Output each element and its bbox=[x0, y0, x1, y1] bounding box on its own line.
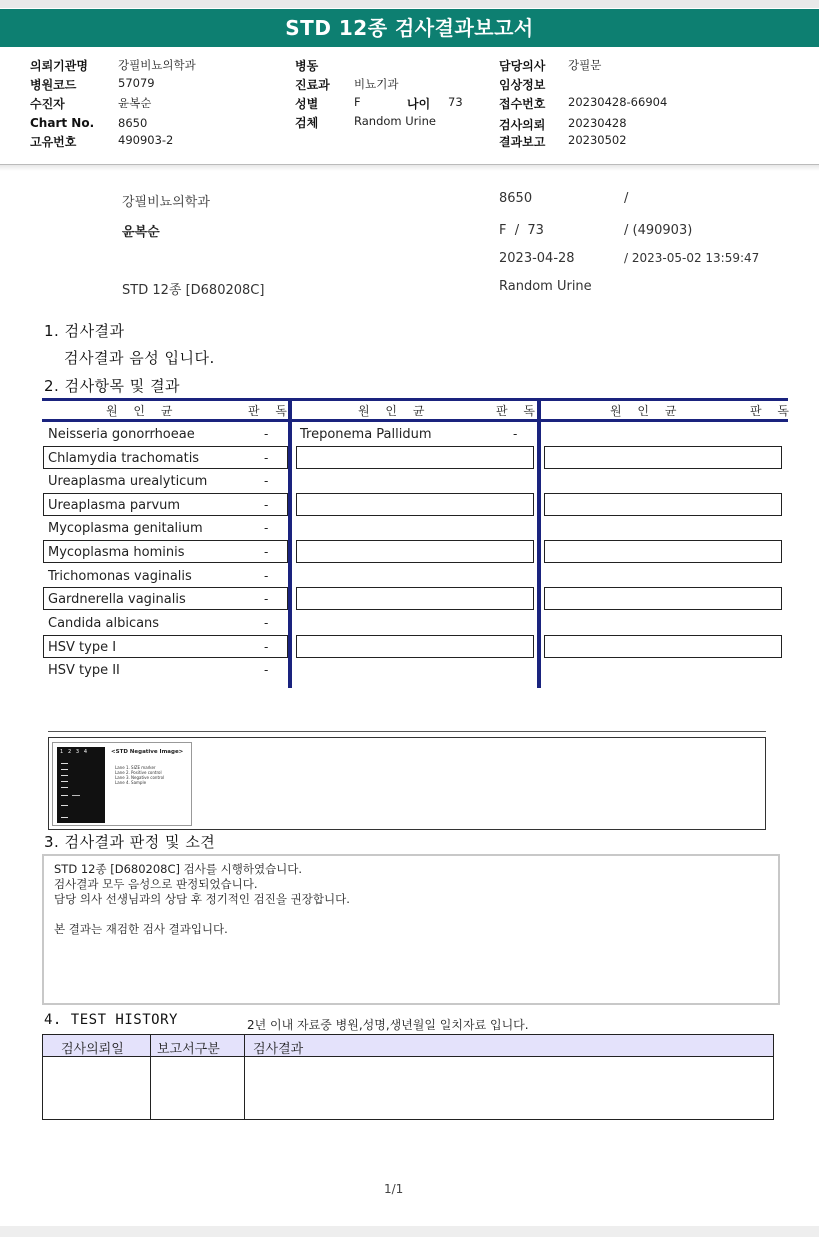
pathogen-result: - bbox=[264, 616, 269, 630]
patient-sex-age: F / 73 bbox=[499, 223, 544, 238]
pathogen-result: - bbox=[264, 451, 269, 465]
section1-summary: 검사결과 음성 입니다. bbox=[64, 349, 215, 367]
history-header-report-type: 보고서구분 bbox=[157, 1042, 220, 1057]
value-sex: F bbox=[354, 95, 361, 109]
row-box bbox=[544, 635, 782, 658]
row-box bbox=[296, 587, 534, 610]
value-age: 73 bbox=[448, 95, 463, 109]
patient-clinic: 강필비뇨의학과 bbox=[122, 195, 210, 210]
table-header-rule bbox=[42, 419, 788, 422]
pathogen-name: Mycoplasma genitalium bbox=[48, 521, 203, 536]
gel-lanes-image bbox=[57, 747, 105, 823]
comment-line bbox=[54, 907, 768, 922]
label-patient: 수진자 bbox=[30, 97, 65, 111]
row-box bbox=[544, 493, 782, 516]
th-org-2: 원 인 균 bbox=[358, 404, 431, 418]
patient-report-datetime: / 2023-05-02 13:59:47 bbox=[624, 251, 760, 265]
label-doctor: 담당의사 bbox=[499, 59, 546, 73]
th-org-1: 원 인 균 bbox=[106, 404, 179, 418]
label-chart-no: Chart No. bbox=[30, 116, 95, 130]
patient-name: 윤복순 bbox=[122, 225, 160, 240]
patient-specimen: Random Urine bbox=[499, 279, 592, 294]
row-box bbox=[544, 587, 782, 610]
pathogen-name: Treponema Pallidum bbox=[300, 427, 432, 442]
pathogen-name: Trichomonas vaginalis bbox=[48, 569, 192, 584]
table-col-divider-1 bbox=[288, 398, 292, 688]
patient-slash: / bbox=[624, 191, 629, 206]
header-shadow bbox=[0, 165, 819, 171]
gel-legend-3: Lane 3. Negative control bbox=[115, 775, 165, 780]
pathogen-name: Mycoplasma hominis bbox=[48, 545, 185, 560]
value-unique-no: 490903-2 bbox=[118, 133, 174, 147]
image-divider bbox=[48, 731, 766, 732]
pathogen-result: - bbox=[264, 545, 269, 559]
pathogen-name: Candida albicans bbox=[48, 616, 160, 631]
pathogen-name: HSV type I bbox=[48, 640, 117, 655]
table-top-rule bbox=[42, 398, 788, 401]
pathogen-result: - bbox=[264, 569, 269, 583]
pathogen-result: - bbox=[264, 640, 269, 654]
value-clinic: 강필비뇨의학과 bbox=[118, 58, 196, 72]
gel-legend-4: Lane 4. Sample bbox=[115, 780, 147, 785]
value-department: 비뇨기과 bbox=[354, 77, 399, 91]
report-title: STD 12종 검사결과보고서 bbox=[0, 9, 819, 47]
value-receipt-no: 20230428-66904 bbox=[568, 95, 668, 109]
history-header-request-date: 검사의뢰일 bbox=[61, 1042, 124, 1057]
gel-image bbox=[52, 742, 192, 826]
label-age: 나이 bbox=[407, 97, 431, 111]
pathogen-result: - bbox=[513, 427, 518, 441]
label-specimen: 검체 bbox=[295, 116, 319, 130]
value-specimen: Random Urine bbox=[354, 114, 436, 128]
patient-id: / (490903) bbox=[624, 223, 693, 238]
section1-title: 1. 검사결과 bbox=[44, 322, 125, 340]
label-department: 진료과 bbox=[295, 78, 330, 92]
comment-line: 본 결과는 재검한 검사 결과입니다. bbox=[54, 922, 228, 936]
pathogen-result: - bbox=[264, 521, 269, 535]
value-chart-no: 8650 bbox=[118, 116, 148, 130]
value-request: 20230428 bbox=[568, 116, 627, 130]
gel-legend-1: Lane 1. SIZE marker bbox=[115, 765, 156, 770]
comment-line: 담당 의사 선생님과의 상담 후 정기적인 검진을 권장합니다. bbox=[54, 892, 350, 906]
patient-request-date: 2023-04-28 bbox=[499, 251, 575, 266]
top-strip bbox=[0, 0, 819, 8]
label-clinic: 의뢰기관명 bbox=[30, 59, 88, 73]
history-header-row bbox=[43, 1035, 773, 1057]
section3-title: 3. 검사결과 판정 및 소견 bbox=[44, 833, 216, 851]
table-col-divider-2 bbox=[537, 398, 541, 688]
history-col-line bbox=[244, 1035, 245, 1119]
pathogen-result: - bbox=[264, 474, 269, 488]
pathogen-result: - bbox=[264, 592, 269, 606]
label-ward: 병동 bbox=[295, 59, 319, 73]
label-clinical-info: 임상정보 bbox=[499, 78, 546, 92]
pathogen-name: Chlamydia trachomatis bbox=[48, 451, 200, 466]
value-doctor: 강필문 bbox=[568, 58, 602, 72]
footer-strip bbox=[0, 1226, 819, 1237]
row-box bbox=[544, 540, 782, 563]
label-request: 검사의뢰 bbox=[499, 118, 546, 132]
value-report: 20230502 bbox=[568, 133, 627, 147]
section4-title: 4. TEST HISTORY bbox=[44, 1012, 178, 1028]
label-receipt-no: 접수번호 bbox=[499, 97, 546, 111]
row-box bbox=[544, 446, 782, 469]
gel-legend-2: Lane 2. Positive control bbox=[115, 770, 162, 775]
pathogen-result: - bbox=[264, 498, 269, 512]
section2-title: 2. 검사항목 및 결과 bbox=[44, 377, 181, 395]
th-org-3: 원 인 균 bbox=[610, 404, 683, 418]
history-header-result: 검사결과 bbox=[253, 1042, 304, 1057]
section4-note: 2년 이내 자료중 병원,성명,생년월일 일치자료 입니다. bbox=[247, 1018, 529, 1032]
label-report: 결과보고 bbox=[499, 135, 546, 149]
page-number: 1/1 bbox=[384, 1182, 404, 1196]
label-hospital-code: 병원코드 bbox=[30, 78, 77, 92]
value-hospital-code: 57079 bbox=[118, 76, 155, 90]
row-box bbox=[296, 540, 534, 563]
value-patient: 윤복순 bbox=[118, 96, 152, 110]
label-sex: 성별 bbox=[295, 97, 319, 111]
pathogen-name: Neisseria gonorrhoeae bbox=[48, 427, 195, 442]
label-unique-no: 고유번호 bbox=[30, 135, 77, 149]
row-box bbox=[296, 493, 534, 516]
row-box bbox=[296, 635, 534, 658]
pathogen-result: - bbox=[264, 427, 269, 441]
row-box bbox=[296, 446, 534, 469]
gel-title: <STD Negative Image> bbox=[111, 749, 184, 755]
pathogen-name: Ureaplasma parvum bbox=[48, 498, 181, 513]
patient-test-name: STD 12종 [D680208C] bbox=[122, 283, 265, 298]
pathogen-result: - bbox=[264, 663, 269, 677]
gel-lane-numbers: 1 2 3 4 bbox=[60, 749, 88, 755]
th-res-1: 판 독 bbox=[248, 404, 293, 418]
comment-line: 검사결과 모두 음성으로 판정되었습니다. bbox=[54, 877, 258, 891]
comment-box bbox=[42, 854, 780, 1005]
comment-line: STD 12종 [D680208C] 검사를 시행하였습니다. bbox=[54, 862, 303, 876]
pathogen-name: Ureaplasma urealyticum bbox=[48, 474, 208, 489]
th-res-3: 판 독 bbox=[750, 404, 795, 418]
history-col-line bbox=[150, 1035, 151, 1119]
test-history-table bbox=[42, 1034, 774, 1120]
pathogen-name: HSV type II bbox=[48, 663, 120, 678]
th-res-2: 판 독 bbox=[496, 404, 541, 418]
pathogen-name: Gardnerella vaginalis bbox=[48, 592, 186, 607]
patient-chart: 8650 bbox=[499, 191, 533, 206]
